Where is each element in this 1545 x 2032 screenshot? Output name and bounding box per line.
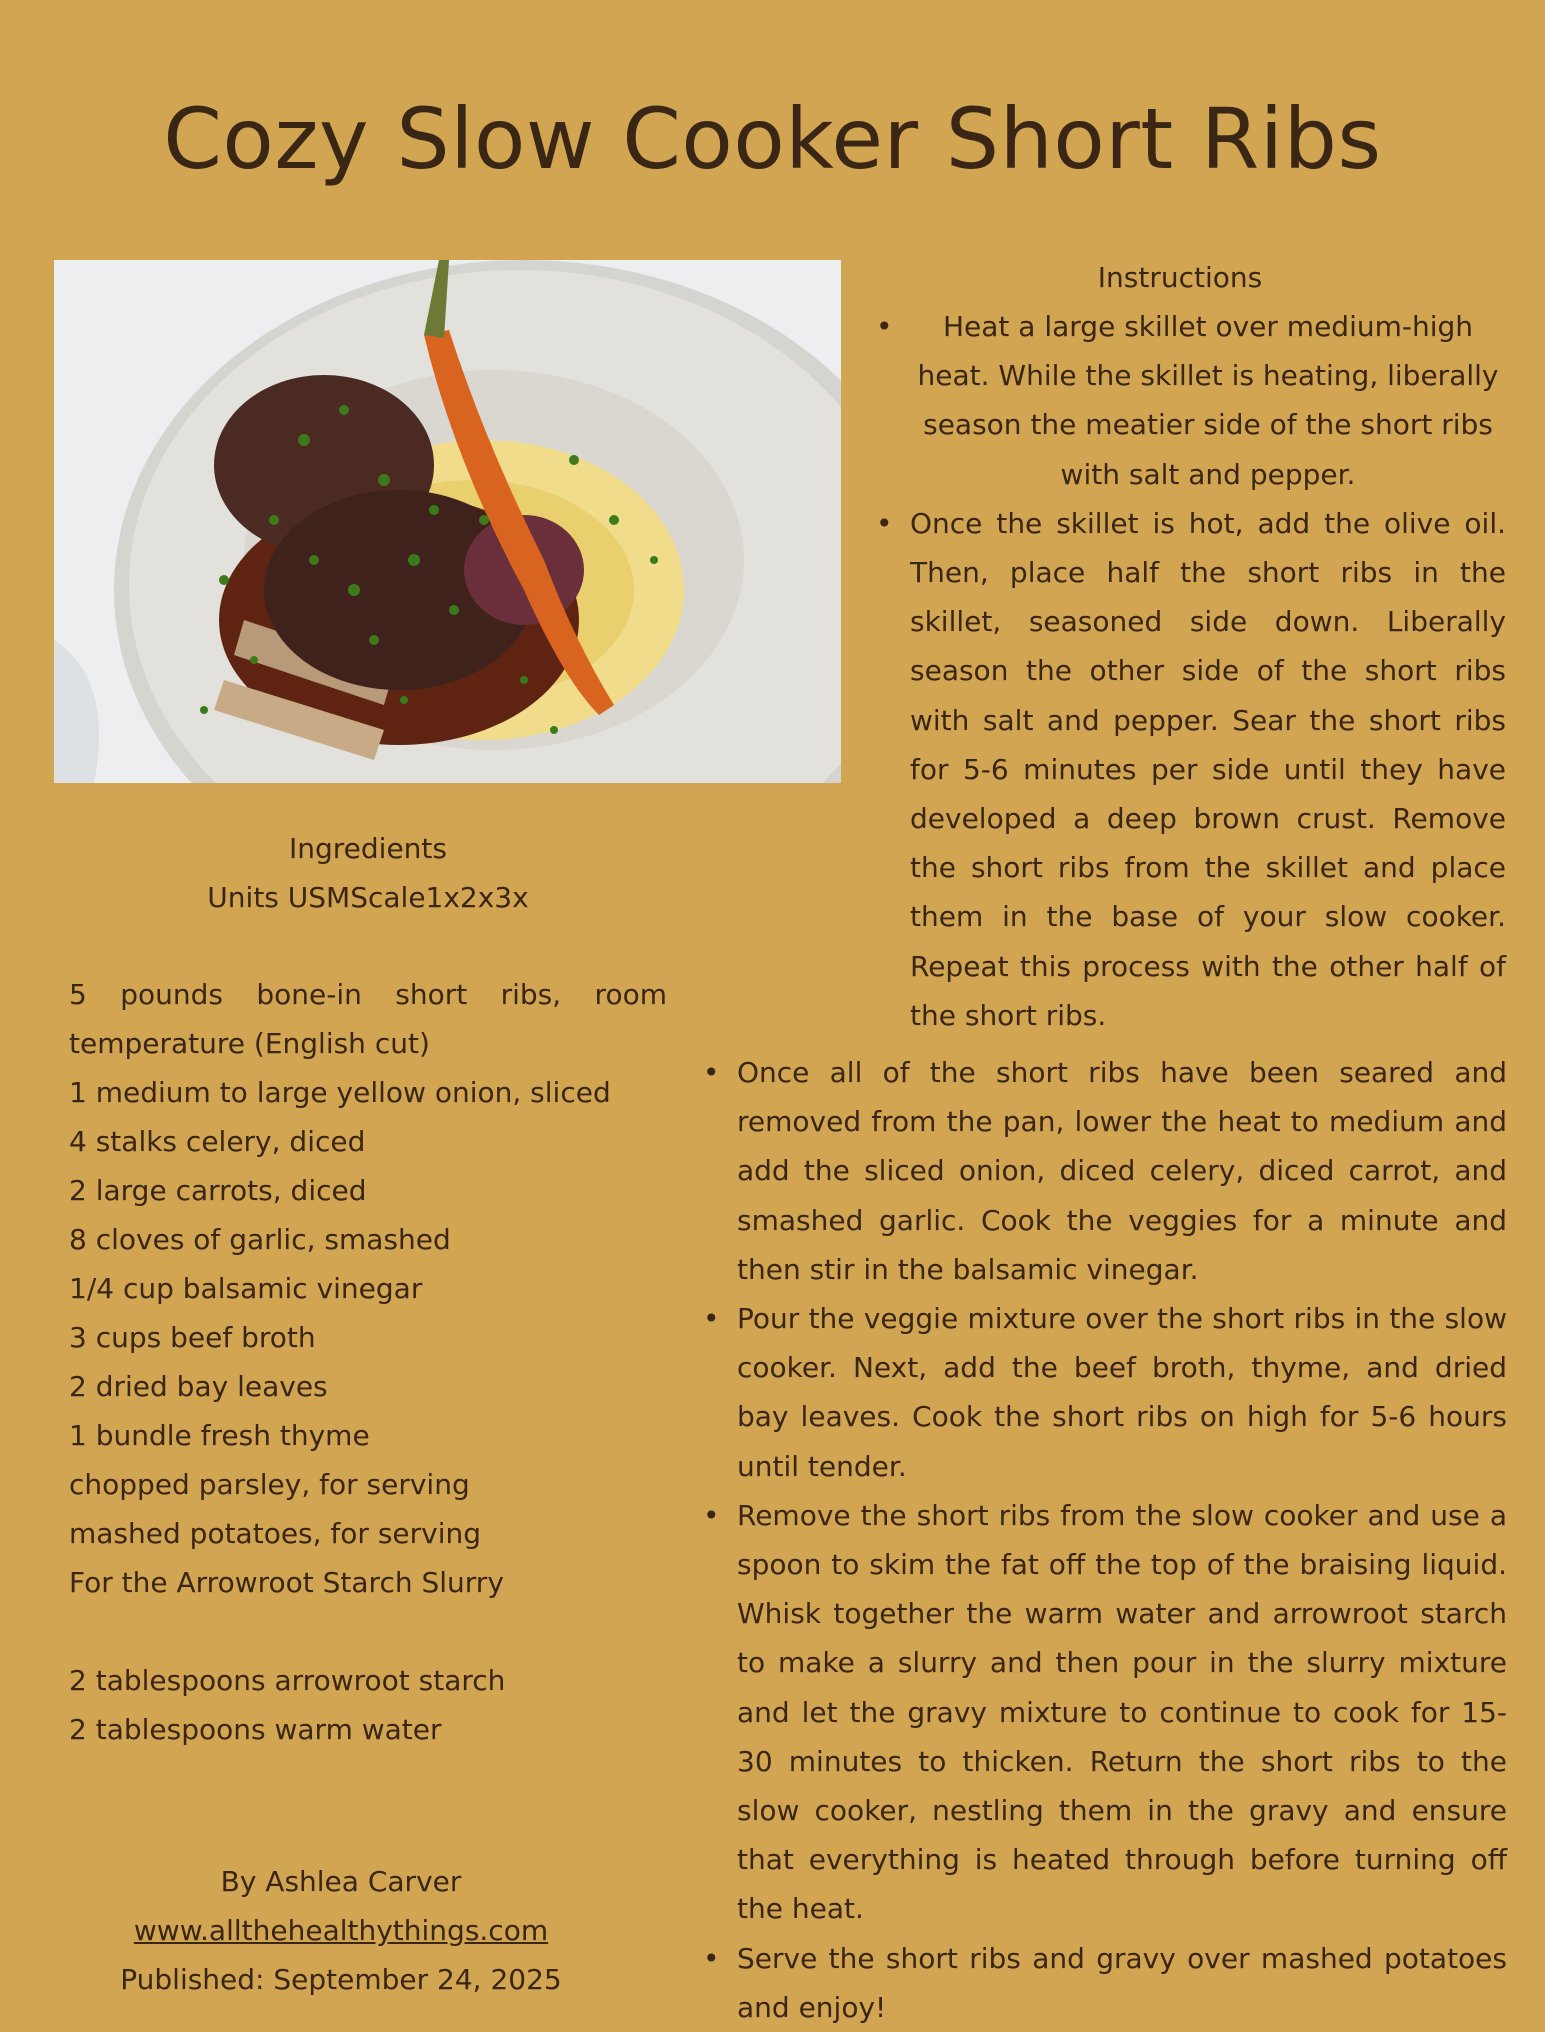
ingredient-item: 4 stalks celery, diced	[69, 1125, 366, 1158]
ingredient-item: mashed potatoes, for serving	[69, 1517, 482, 1550]
instruction-step: • Heat a large skillet over medium-high heat. While the skillet is heating, liberally season the meatier side of the short ribs with salt and pepper.	[910, 302, 1506, 499]
spacer	[69, 1607, 667, 1656]
slurry-ingredient-item: 2 tablespoons arrowroot starch	[69, 1664, 506, 1697]
instructions-heading: Instructions	[1097, 261, 1263, 294]
recipe-title: Cozy Slow Cooker Short Ribs	[163, 90, 1382, 188]
ingredients-list	[69, 970, 667, 1754]
ingredients-header	[54, 824, 682, 922]
ingredient-item: 2 large carrots, diced	[69, 1174, 367, 1207]
slurry-ingredient-item: 2 tablespoons warm water	[69, 1713, 442, 1746]
ingredient-item: 3 cups beef broth	[69, 1321, 316, 1354]
recipe-photo	[54, 260, 841, 783]
instruction-step: • Pour the veggie mixture over the short ribs in the slow cooker. Next, add the beef broth, thyme, and dried bay leaves. Cook the short ribs on high for 5-6 hours until tender.	[737, 1294, 1507, 1491]
ingredient-item: 5 pounds bone-in short ribs, room temperature (English cut)	[69, 978, 667, 1060]
short-ribs-dish-image	[54, 260, 841, 783]
instruction-step: • Remove the short ribs from the slow cooker and use a spoon to skim the fat off the top of the braising liquid. Whisk together the warm water and arrowroot starch to make a slurry and then pour in the slurry mixture and let the gravy mixture to continue to cook for 15-30 minutes to thicken. Return the short ribs to the slow cooker, nestling them in the gravy and ensure that everything is heated through before turning off the heat.	[737, 1491, 1507, 1934]
ingredient-item: chopped parsley, for serving	[69, 1468, 470, 1501]
ingredient-subheading: For the Arrowroot Starch Slurry	[69, 1566, 504, 1599]
ingredient-item: 1 medium to large yellow onion, sliced	[69, 1076, 611, 1109]
byline	[54, 1857, 628, 2004]
instructions-list-top	[910, 302, 1506, 1040]
ingredient-item: 1 bundle fresh thyme	[69, 1419, 370, 1452]
instruction-step: • Once the skillet is hot, add the olive oil. Then, place half the short ribs in the skillet, seasoned side down. Liberally season the other side of the short ribs with salt and pepper. Sear the short ribs for 5-6 minutes per side until they have developed a deep brown crust. Remove the short ribs from the skillet and place them in the base of your slow cooker. Repeat this process with the other half of the short ribs.	[910, 499, 1506, 1040]
ingredient-item: 2 dried bay leaves	[69, 1370, 328, 1403]
website-link[interactable]: www.allthehealthythings.com	[133, 1914, 549, 1947]
ingredients-heading: Ingredients	[289, 832, 447, 865]
instruction-step: • Once all of the short ribs have been seared and removed from the pan, lower the heat to medium and add the sliced onion, diced celery, diced carrot, and smashed garlic. Cook the veggies for a minute and then stir in the balsamic vinegar.	[737, 1048, 1507, 1294]
published-date: Published: September 24, 2025	[120, 1963, 562, 1996]
ingredient-item: 8 cloves of garlic, smashed	[69, 1223, 451, 1256]
author: By Ashlea Carver	[220, 1865, 462, 1898]
ingredient-item: 1/4 cup balsamic vinegar	[69, 1272, 423, 1305]
instructions-list-bottom	[737, 1048, 1507, 2032]
instruction-step: • Serve the short ribs and gravy over mashed potatoes and enjoy!	[737, 1934, 1507, 2032]
units-scale-controls[interactable]: Units USMScale1x2x3x	[207, 881, 529, 914]
